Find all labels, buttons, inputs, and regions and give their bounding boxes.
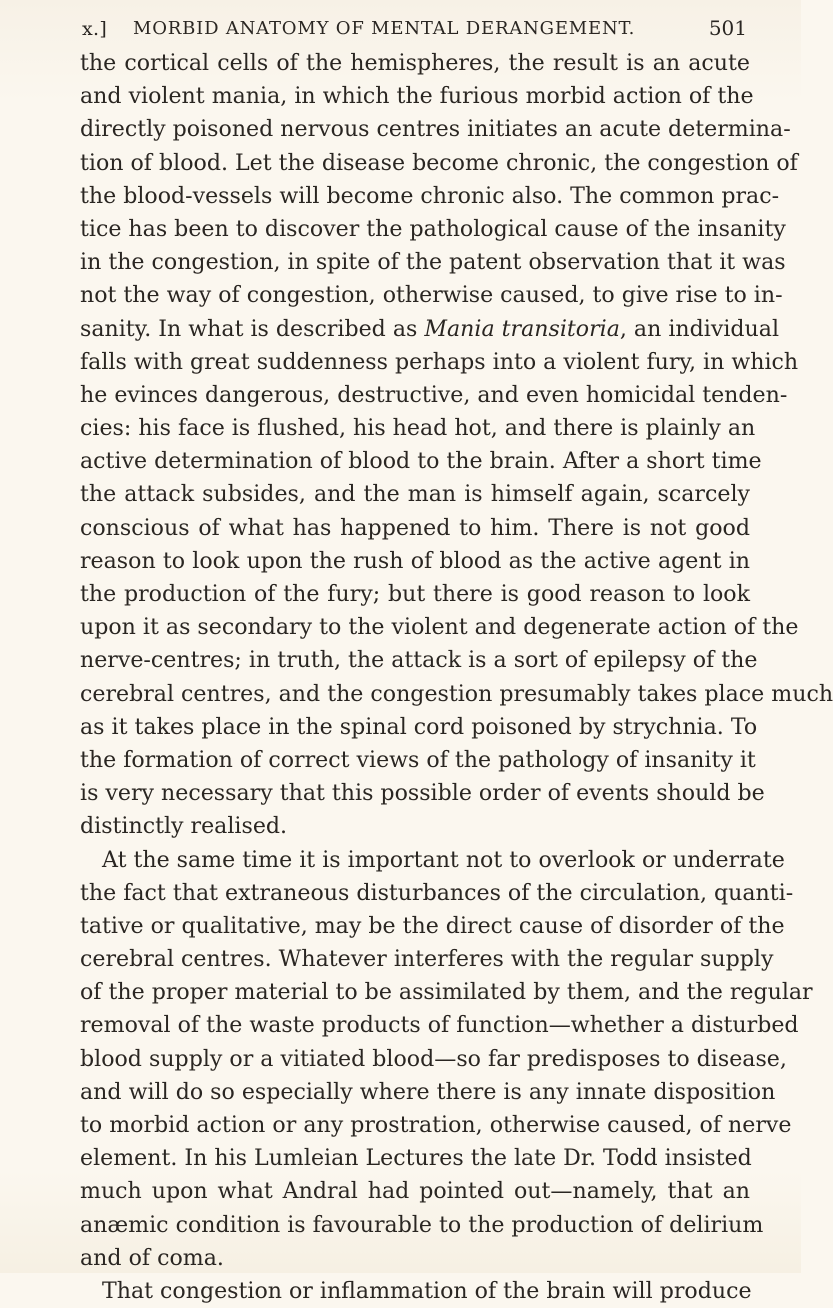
- page-number: 501: [708, 16, 747, 40]
- text-line: blood supply or a vitiated blood—so far predisposes to disease,: [80, 1045, 787, 1072]
- text-line: nerve-centres; in truth, the attack is a sort of epilepsy of the: [80, 647, 758, 674]
- text-line: and will do so especially where there is any innate disposition: [80, 1078, 776, 1105]
- text-line: is very necessary that this possible order of events should be: [80, 780, 765, 807]
- text-line-with-emphasis: [80, 313, 780, 346]
- text-line: active determination of blood to the brain. After a short time: [80, 448, 762, 475]
- text-line: At the same time it is important not to overlook or underrate: [102, 846, 785, 873]
- text-line: element. In his Lumleian Lectures the late Dr. Todd insisted: [80, 1145, 752, 1172]
- text-line: anæmic condition is favourable to the production of delirium: [80, 1211, 764, 1238]
- text-line: in the congestion, in spite of the patent observation that it was: [80, 249, 786, 276]
- text-line: much upon what Andral had pointed out—namely, that an: [80, 1178, 750, 1205]
- text-line: the blood-vessels will become chronic also. The common prac-: [80, 182, 780, 209]
- text-line: tative or qualitative, may be the direct cause of disorder of the: [80, 912, 785, 939]
- text-line: he evinces dangerous, destructive, and even homicidal tenden-: [80, 381, 788, 408]
- text-line: to morbid action or any prostration, otherwise caused, of nerve: [80, 1112, 792, 1138]
- text-line: falls with great suddenness perhaps into a violent fury, in which: [80, 348, 799, 375]
- text-line: upon it as secondary to the violent and degenerate action of the: [80, 614, 799, 641]
- section-mark: x.]: [82, 18, 108, 40]
- text-line: the cortical cells of the hemispheres, the result is an acute: [80, 50, 750, 76]
- running-header: [0, 8, 801, 46]
- text-line: removal of the waste products of function—whether a disturbed: [80, 1012, 799, 1039]
- text-line: tion of blood. Let the disease become chronic, the congestion of: [80, 149, 798, 176]
- text-line: cerebral centres. Whatever interferes with the regular supply: [80, 946, 774, 973]
- text-line: cerebral centres, and the congestion presumably takes place much: [80, 680, 833, 707]
- text-line: the fact that extraneous disturbances of the circulation, quanti-: [80, 879, 794, 906]
- text-line: distinctly realised.: [80, 813, 288, 840]
- text-line: and of coma.: [80, 1244, 224, 1271]
- body-text: [80, 47, 833, 1308]
- text-line: directly poisoned nervous centres initiates an acute determina-: [80, 116, 791, 143]
- text-line: not the way of congestion, otherwise caused, to give rise to in-: [80, 282, 783, 309]
- text-line: reason to look upon the rush of blood as the active agent in: [80, 547, 750, 574]
- text-line: and violent mania, in which the furious morbid action of the: [80, 83, 754, 110]
- text-line: conscious of what has happened to him. There is not good: [80, 514, 750, 541]
- text-segment: sanity. In what is described as: [80, 315, 425, 342]
- text-line: the attack subsides, and the man is himself again, scarcely: [80, 481, 750, 508]
- text-line: of the proper material to be assimilated by them, and the regular: [80, 979, 813, 1006]
- text-line: the formation of correct views of the pathology of insanity it: [80, 746, 756, 773]
- text-line: cies: his face is flushed, his head hot, and there is plainly an: [80, 415, 756, 442]
- chapter-title: MORBID ANATOMY OF MENTAL DERANGEMENT.: [133, 18, 636, 39]
- text-line: the production of the fury; but there is good reason to look: [80, 581, 750, 607]
- emphasized-term: Mania transitoria: [424, 315, 620, 342]
- text-segment: , an individual: [619, 315, 780, 342]
- text-line: as it takes place in the spinal cord poisoned by strychnia. To: [80, 713, 758, 740]
- text-line: tice has been to discover the pathological cause of the insanity: [80, 215, 786, 242]
- text-line: That congestion or inflammation of the brain will produce: [102, 1277, 752, 1304]
